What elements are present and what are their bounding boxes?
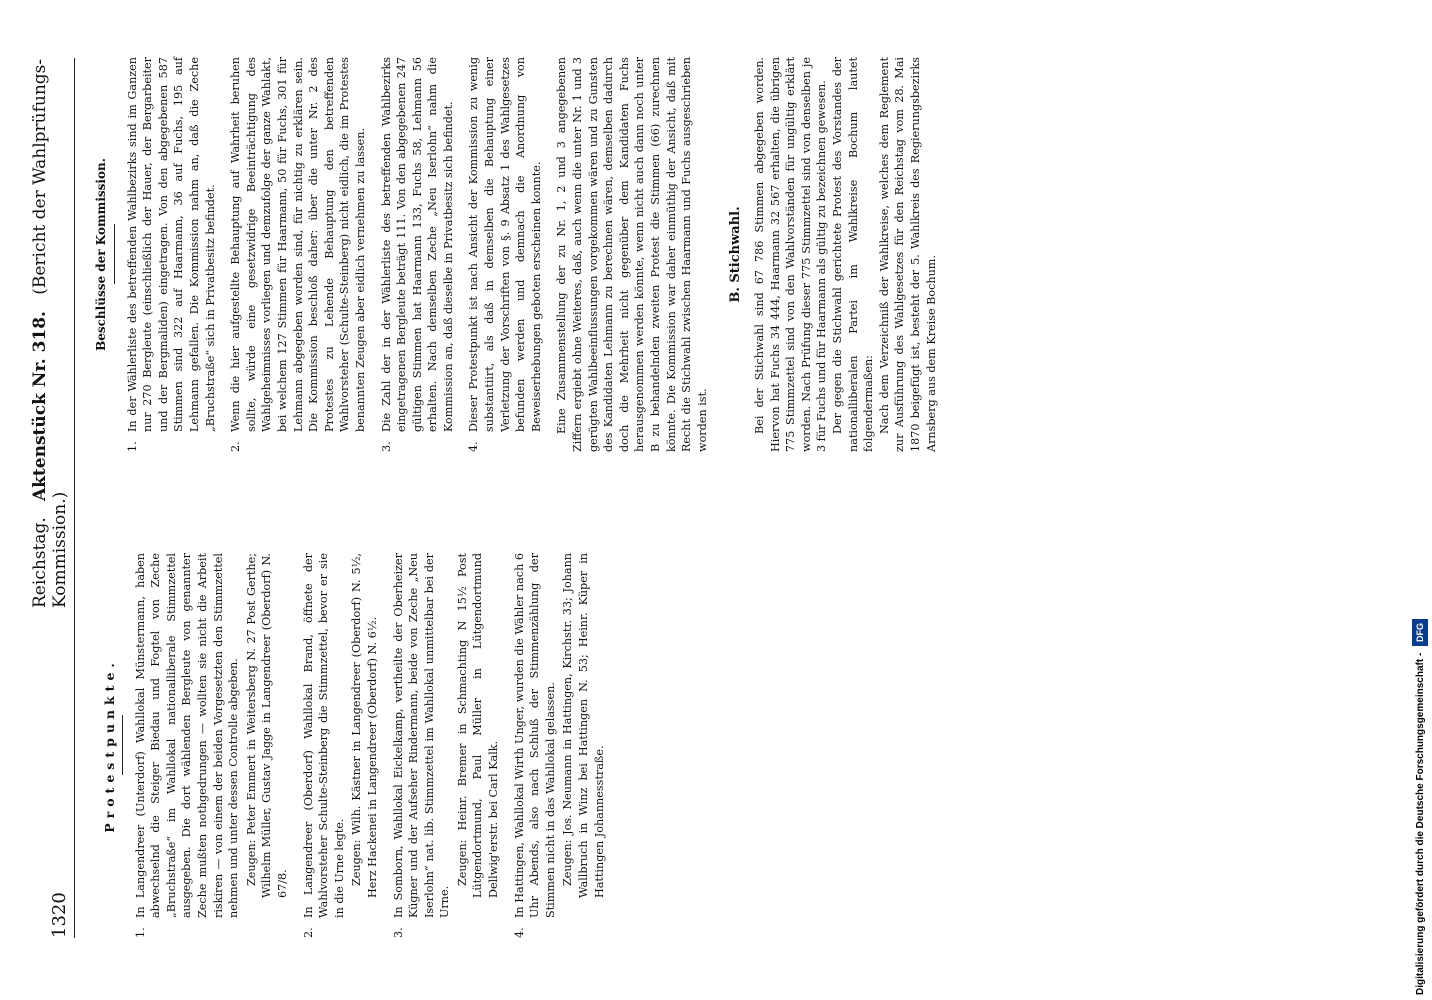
item-text: Wenn die hier aufgestellte Behauptung auf Wahrheit beruhen sollte, würde eine gesetzwidrige Beeinträchtigung des Wahlgeheimnisses vorliegen und demzufolge der ganze Wahlakt, bei welchem 127 Stimmen für Haarmann, 50 für Fuchs, 301 für Lehmann abgegeben worden sind, für nichtig zu erklären sein. Die Kommission beschloß daher: über die unter Nr. 2 des Protestes zu Lehende Behauptung den betreffenden Wahlvorsteher (Schulte-Steinberg) nicht eidlich, die im Protestes benannten Zeugen aber eidlich vernehmen zu lassen. [229, 57, 367, 432]
decision-item [466, 57, 544, 452]
credit-text: Digitalisierung gefördert durch die Deutsche Forschungsgemeinschaft - [1415, 652, 1426, 995]
digitization-credit [1412, 5, 1428, 995]
summary-paragraph: Eine Zusammenstellung der zu Nr. 1, 2 und 3 angegebenen Ziffern ergiebt ohne Weiteres, daß, auch wenn die unter Nr. 1 und 3 gerügten Wahlbeeinflussungen vorgekommen wären und zu Gunsten des Kandidaten Lehmann zu berechnen wären, demselben dadurch doch die Mehrheit nicht gegenüber dem Kandidaten Fuchs herausgenommen werden könnte, wenn nicht auch dann noch unter B zu behandelnden zweiten Protest die Stimmen (66) zurechnen könnte. Die Kommission war daher einmüthig der Ansicht, daß mit Recht die Stichwahl zwischen Haarmann und Fuchs ausgeschrieben worden ist. [555, 57, 709, 452]
protest-item [301, 553, 381, 938]
item-number: 4. [467, 441, 481, 452]
stichwahl-paragraph: Nach dem Verzeichniß der Wahlkreise, welches dem Reglement zur Ausführung des Wahlgesetzes für den Reichstag vom 28. Mai 1870 beigefügt ist, besteht der 5. Wahlkreis des Regierungsbezirks Arnsberg aus dem Kreise Bochum. [877, 57, 938, 452]
page-header [30, 58, 75, 938]
decision-item [125, 57, 219, 452]
item-text: Die Zahl der in der Wählerliste des betreffenden Wahlbezirks eingetragenen Bergleute beträgt 111. Von den abgegebenen 247 gültigen Stimmen hat Haarmann 133, Fuchs 58, Lehmann 56 erhalten. Nach demselben Zeche „Neu Iserlohn“ nahm die Kommission an, daß dieselbe in Privatbesitz sich befindet. [379, 57, 455, 432]
item-number: 3. [391, 927, 405, 938]
item-text: Dieser Protestpunkt ist nach Ansicht der Kommission zu wenig substantiirt, als daß in demselben die Behauptung einer Verletzung der Vorschriften von §. 9 Absatz 1 des Wahlgesetzes befunden werden und demnach die Anordnung von Beweiserhebungen geboten erscheinen konnte. [467, 57, 543, 432]
zeugen-text: Zeugen: Peter Emmert in Weitersberg N. 27 Post Gerthe; Wilhelm Müller, Gustav Jagge in Langendreer (Oberdorf) N. 67/8. [244, 553, 289, 898]
report-label: (Bericht der Wahlprüfungs-Kommission.) [30, 58, 70, 608]
protest-item [391, 553, 502, 938]
beschluesse-heading: Beschlüsse der Kommission. [94, 158, 108, 351]
left-column [86, 553, 617, 938]
aktenstueck-label: Aktenstück Nr. 318. [30, 311, 50, 502]
page-number: 1320 [49, 892, 70, 938]
item-text: In Langendreer (Unterdorf) Wahllokal Münstermann, haben abwechselnd die Steiger Biedau und Fogtel von Zeche „Bruchstraße“ im Wahllokal nationalliberale Stimmzettel ausgegeben. Die dort wählenden Bergleute von genannter Zeche mußten nothgedrungen — wollten sie nicht die Arbeit riskiren — von einem der beiden Vorgesetzten den Stimmzettel nehmen und unter dessen Controlle abgeben. [133, 553, 241, 918]
item-number: 2. [301, 927, 315, 938]
item-number: 2. [229, 441, 243, 452]
zeugen-text: Zeugen: Jos. Neumann in Hattingen, Kirchstr. 33; Johann Wallbruch in Winz bei Hattingen N. 53; Heinr. Küper in Hattingen Johannesstraße. [561, 553, 606, 898]
dfg-logo: DFG [1412, 619, 1428, 646]
item-text: In Langendreer (Oberdorf) Wahllokal Brand, öffnete der Wahlvorsteher Schulte-Steinberg die Stimmzettel, bevor er sie in die Urne legte. [301, 553, 346, 918]
stichwahl-paragraph: Bei der Stichwahl sind 67 786 Stimmen abgegeben worden. Hiervon hat Fuchs 34 444, Haarmann 32 567 erhalten, die übrigen 775 Stimmzettel sind von den Wahlvorständen für ungültig erklärt worden. Nach Prüfung dieser 775 Stimmzettel sind von denselben je 3 für Fuchs und für Haarmann als gültig zu bezeichnen gewesen. [752, 57, 829, 452]
item-number: 4. [512, 927, 526, 938]
header-title [30, 58, 70, 608]
item-number: 3. [379, 441, 393, 452]
protestpunkte-heading: Protestpunkte. [102, 658, 117, 833]
zeugen-text: Zeugen: Wilh. Kästner in Langendreer (Oberdorf) N. 5½, Herz Hackenei in Langendreer (Oberdorf) N. 6½. [350, 553, 379, 898]
zeugen-text: Zeugen: Heinr. Bremer in Schmachting N 15½ Post Lütgendortmund, Paul Müller in Lütgendortmund Dellwig'erstr. bei Carl Kalk. [455, 553, 501, 898]
stichwahl-heading: B. Stichwahl. [728, 206, 744, 303]
protest-item [133, 553, 291, 938]
decision-item [379, 57, 457, 452]
stichwahl-paragraph: Der gegen die Stichwahl gerichtete Protest des Vorstandes der nationalliberalen Partei im Wahlkreise Bochum lautet folgendermaßen: [830, 57, 876, 452]
protest-item [512, 553, 608, 938]
decision-item [228, 57, 368, 452]
divider [122, 716, 123, 776]
item-text: In Hattingen, Wahllokal Wirth Unger, wurden die Wähler nach 6 Uhr Abends, also nach Schluß der Stimmenzählung der Stimmen nicht in das Wahllokal gelassen. [512, 553, 557, 918]
item-text: In Somborn, Wahllokal Eickelkamp, vertheilte der Oberheizer Kügner und der Aufseher Rindermann, beide von Zeche „Neu Iserlohn“ nat. lib. Stimmzettel im Wahllokal unmittelbar bei der Urne. [391, 553, 452, 918]
item-text: In der Wählerliste des betreffenden Wahlbezirks sind im Ganzen nur 270 Bergleute (einschließlich der Hauer, der Bergarbeiter und der Bergmaliden) eingetragen. Von den abgegebenen 587 Stimmen sind 322 auf Haarmann, 36 auf Fuchs, 195 auf Lehmann gefallen. Die Kommission nahm an, daß die Zeche „Bruchstraße“ sich in Privatbesitz befindet. [125, 57, 217, 432]
publication-name: Reichstag. [30, 517, 50, 608]
right-column [86, 57, 939, 452]
item-number: 1. [125, 441, 139, 452]
item-number: 1. [133, 927, 147, 938]
divider [114, 225, 115, 285]
